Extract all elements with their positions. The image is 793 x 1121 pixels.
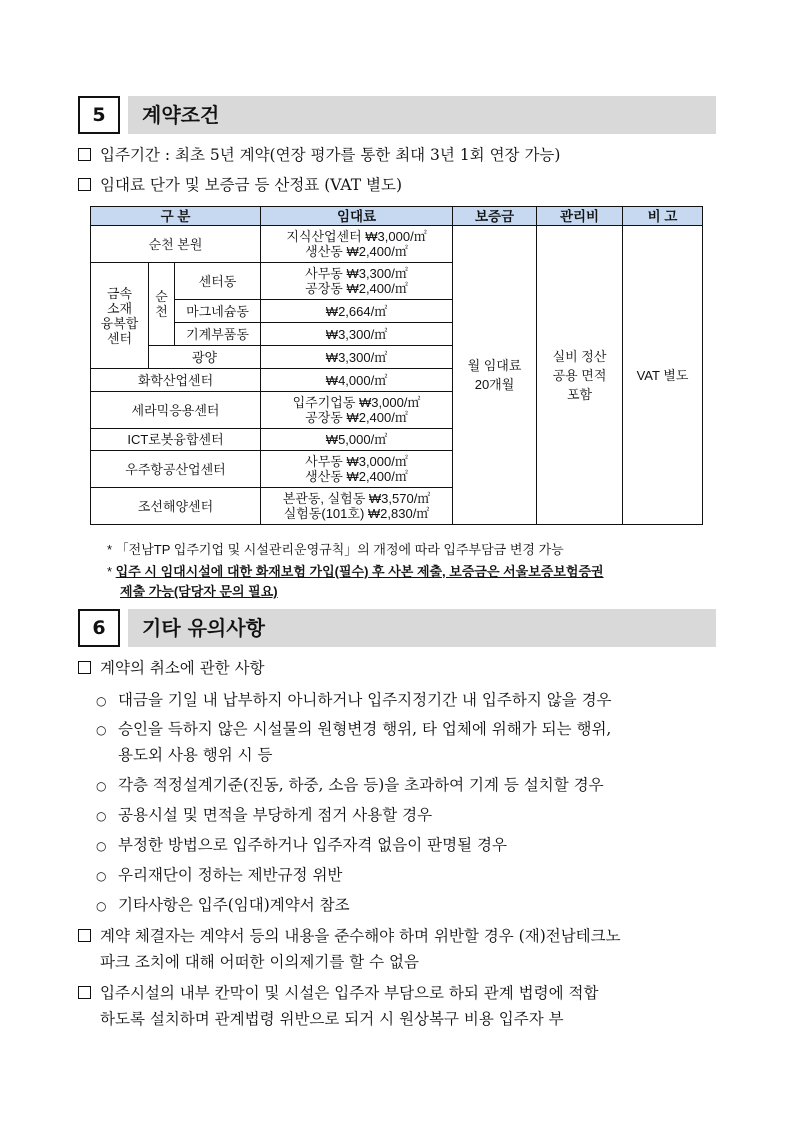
checkbox-icon [78, 148, 91, 161]
row-label: 세라믹응용센터 [91, 392, 261, 429]
table-header: 비 고 [623, 207, 703, 226]
checklist-item-continued: 파크 조치에 대해 어떠한 이의제기를 할 수 없음 [100, 953, 419, 971]
circle-bullet-icon: ○ [96, 723, 107, 737]
checklist-item: 계약의 취소에 관한 사항 [78, 658, 265, 678]
row-label: 마그네슘동 [175, 300, 261, 323]
table-header: 관리비 [537, 207, 623, 226]
checkbox-icon [78, 929, 91, 942]
checkbox-icon [78, 661, 91, 674]
row-fee: 사무동 ₩3,300/㎡ 공장동 ₩2,400/㎡ [261, 263, 453, 300]
section-number: 6 [78, 609, 120, 647]
circle-bullet-icon: ○ [96, 869, 107, 883]
table-row [91, 226, 703, 263]
table-header: 보증금 [453, 207, 537, 226]
section-6-header [78, 609, 716, 647]
row-label: ICT로봇융합센터 [91, 429, 261, 451]
table-header: 임대료 [261, 207, 453, 226]
list-item: ○ 우리재단이 정하는 제반규정 위반 [96, 866, 343, 884]
row-fee: ₩3,300/㎡ [261, 346, 453, 369]
checklist-item: 입주기간 : 최초 5년 계약(연장 평가를 통한 최대 3년 1회 연장 가능) [78, 145, 560, 165]
row-fee: 입주기업동 ₩3,000/㎡ 공장동 ₩2,400/㎡ [261, 392, 453, 429]
row-label: 조선해양센터 [91, 488, 261, 525]
list-item: ○ 대금을 기일 내 납부하지 아니하거나 입주지정기간 내 입주하지 않을 경우 [96, 691, 612, 709]
remark-cell: VAT 별도 [623, 226, 703, 525]
checkbox-icon [78, 986, 91, 999]
row-label: 센터동 [175, 263, 261, 300]
row-label: 화학산업센터 [91, 369, 261, 392]
row-subgroup: 순 천 [149, 263, 175, 346]
table-header: 구 분 [91, 207, 261, 226]
circle-bullet-icon: ○ [96, 779, 107, 793]
circle-bullet-icon: ○ [96, 694, 107, 708]
row-fee: ₩3,300/㎡ [261, 323, 453, 346]
row-fee: ₩2,664/㎡ [261, 300, 453, 323]
row-fee: ₩5,000/㎡ [261, 429, 453, 451]
row-fee: 지식산업센터 ₩3,000/㎡ 생산동 ₩2,400/㎡ [261, 226, 453, 263]
list-item: ○ 부정한 방법으로 입주하거나 입주자격 없음이 판명될 경우 [96, 836, 507, 854]
row-label: 순천 본원 [91, 226, 261, 263]
checklist-item: 임대료 단가 및 보증금 등 산정표 (VAT 별도) [78, 175, 402, 195]
circle-bullet-icon: ○ [96, 809, 107, 823]
checklist-item: 계약 체결자는 계약서 등의 내용을 준수해야 하며 위반할 경우 (재)전남테크노 [78, 926, 621, 946]
list-item-continued: 용도외 사용 행위 시 등 [118, 746, 273, 764]
footnote-important: 제출 가능(담당자 문의 필요) [120, 584, 278, 599]
section-title: 기타 유의사항 [128, 609, 716, 647]
checkbox-icon [78, 178, 91, 191]
list-item: ○ 기타사항은 입주(임대)계약서 참조 [96, 896, 350, 914]
mgmt-cell: 실비 정산 공용 면적 포함 [537, 226, 623, 525]
list-item: ○ 공용시설 및 면적을 부당하게 점거 사용할 경우 [96, 806, 433, 824]
deposit-cell: 월 임대료 20개월 [453, 226, 537, 525]
footnote: * 「전남TP 입주기업 및 시설관리운영규칙」의 개정에 따라 입주부담금 변경 가능 [107, 542, 564, 557]
circle-bullet-icon: ○ [96, 839, 107, 853]
row-label: 기계부품동 [175, 323, 261, 346]
row-fee: 본관동, 실험동 ₩3,570/㎡ 실험동(101호) ₩2,830/㎡ [261, 488, 453, 525]
checklist-item: 입주시설의 내부 칸막이 및 시설은 입주자 부담으로 하되 관계 법령에 적합 [78, 983, 598, 1003]
row-label: 광양 [149, 346, 261, 369]
section-title: 계약조건 [128, 96, 716, 134]
row-label: 우주항공산업센터 [91, 451, 261, 488]
section-number: 5 [78, 96, 120, 134]
footnote-important: * 입주 시 임대시설에 대한 화재보험 가입(필수) 후 사본 제출, 보증금은 서울보증보험증권 [107, 564, 604, 579]
row-fee: ₩4,000/㎡ [261, 369, 453, 392]
rent-table [90, 206, 703, 525]
list-item: ○ 승인을 득하지 않은 시설물의 원형변경 행위, 타 업체에 위해가 되는 행위, [96, 720, 612, 738]
list-item: ○ 각층 적정설계기준(진동, 하중, 소음 등)을 초과하여 기계 등 설치할 경우 [96, 776, 604, 794]
table-header-row [91, 207, 703, 226]
checklist-item-continued: 하도록 설치하며 관계법령 위반으로 되거 시 원상복구 비용 입주자 부 [100, 1010, 564, 1028]
circle-bullet-icon: ○ [96, 899, 107, 913]
row-fee: 사무동 ₩3,000/㎡ 생산동 ₩2,400/㎡ [261, 451, 453, 488]
row-group: 금속 소재 융복합 센터 [91, 263, 149, 369]
section-5-header [78, 96, 716, 134]
